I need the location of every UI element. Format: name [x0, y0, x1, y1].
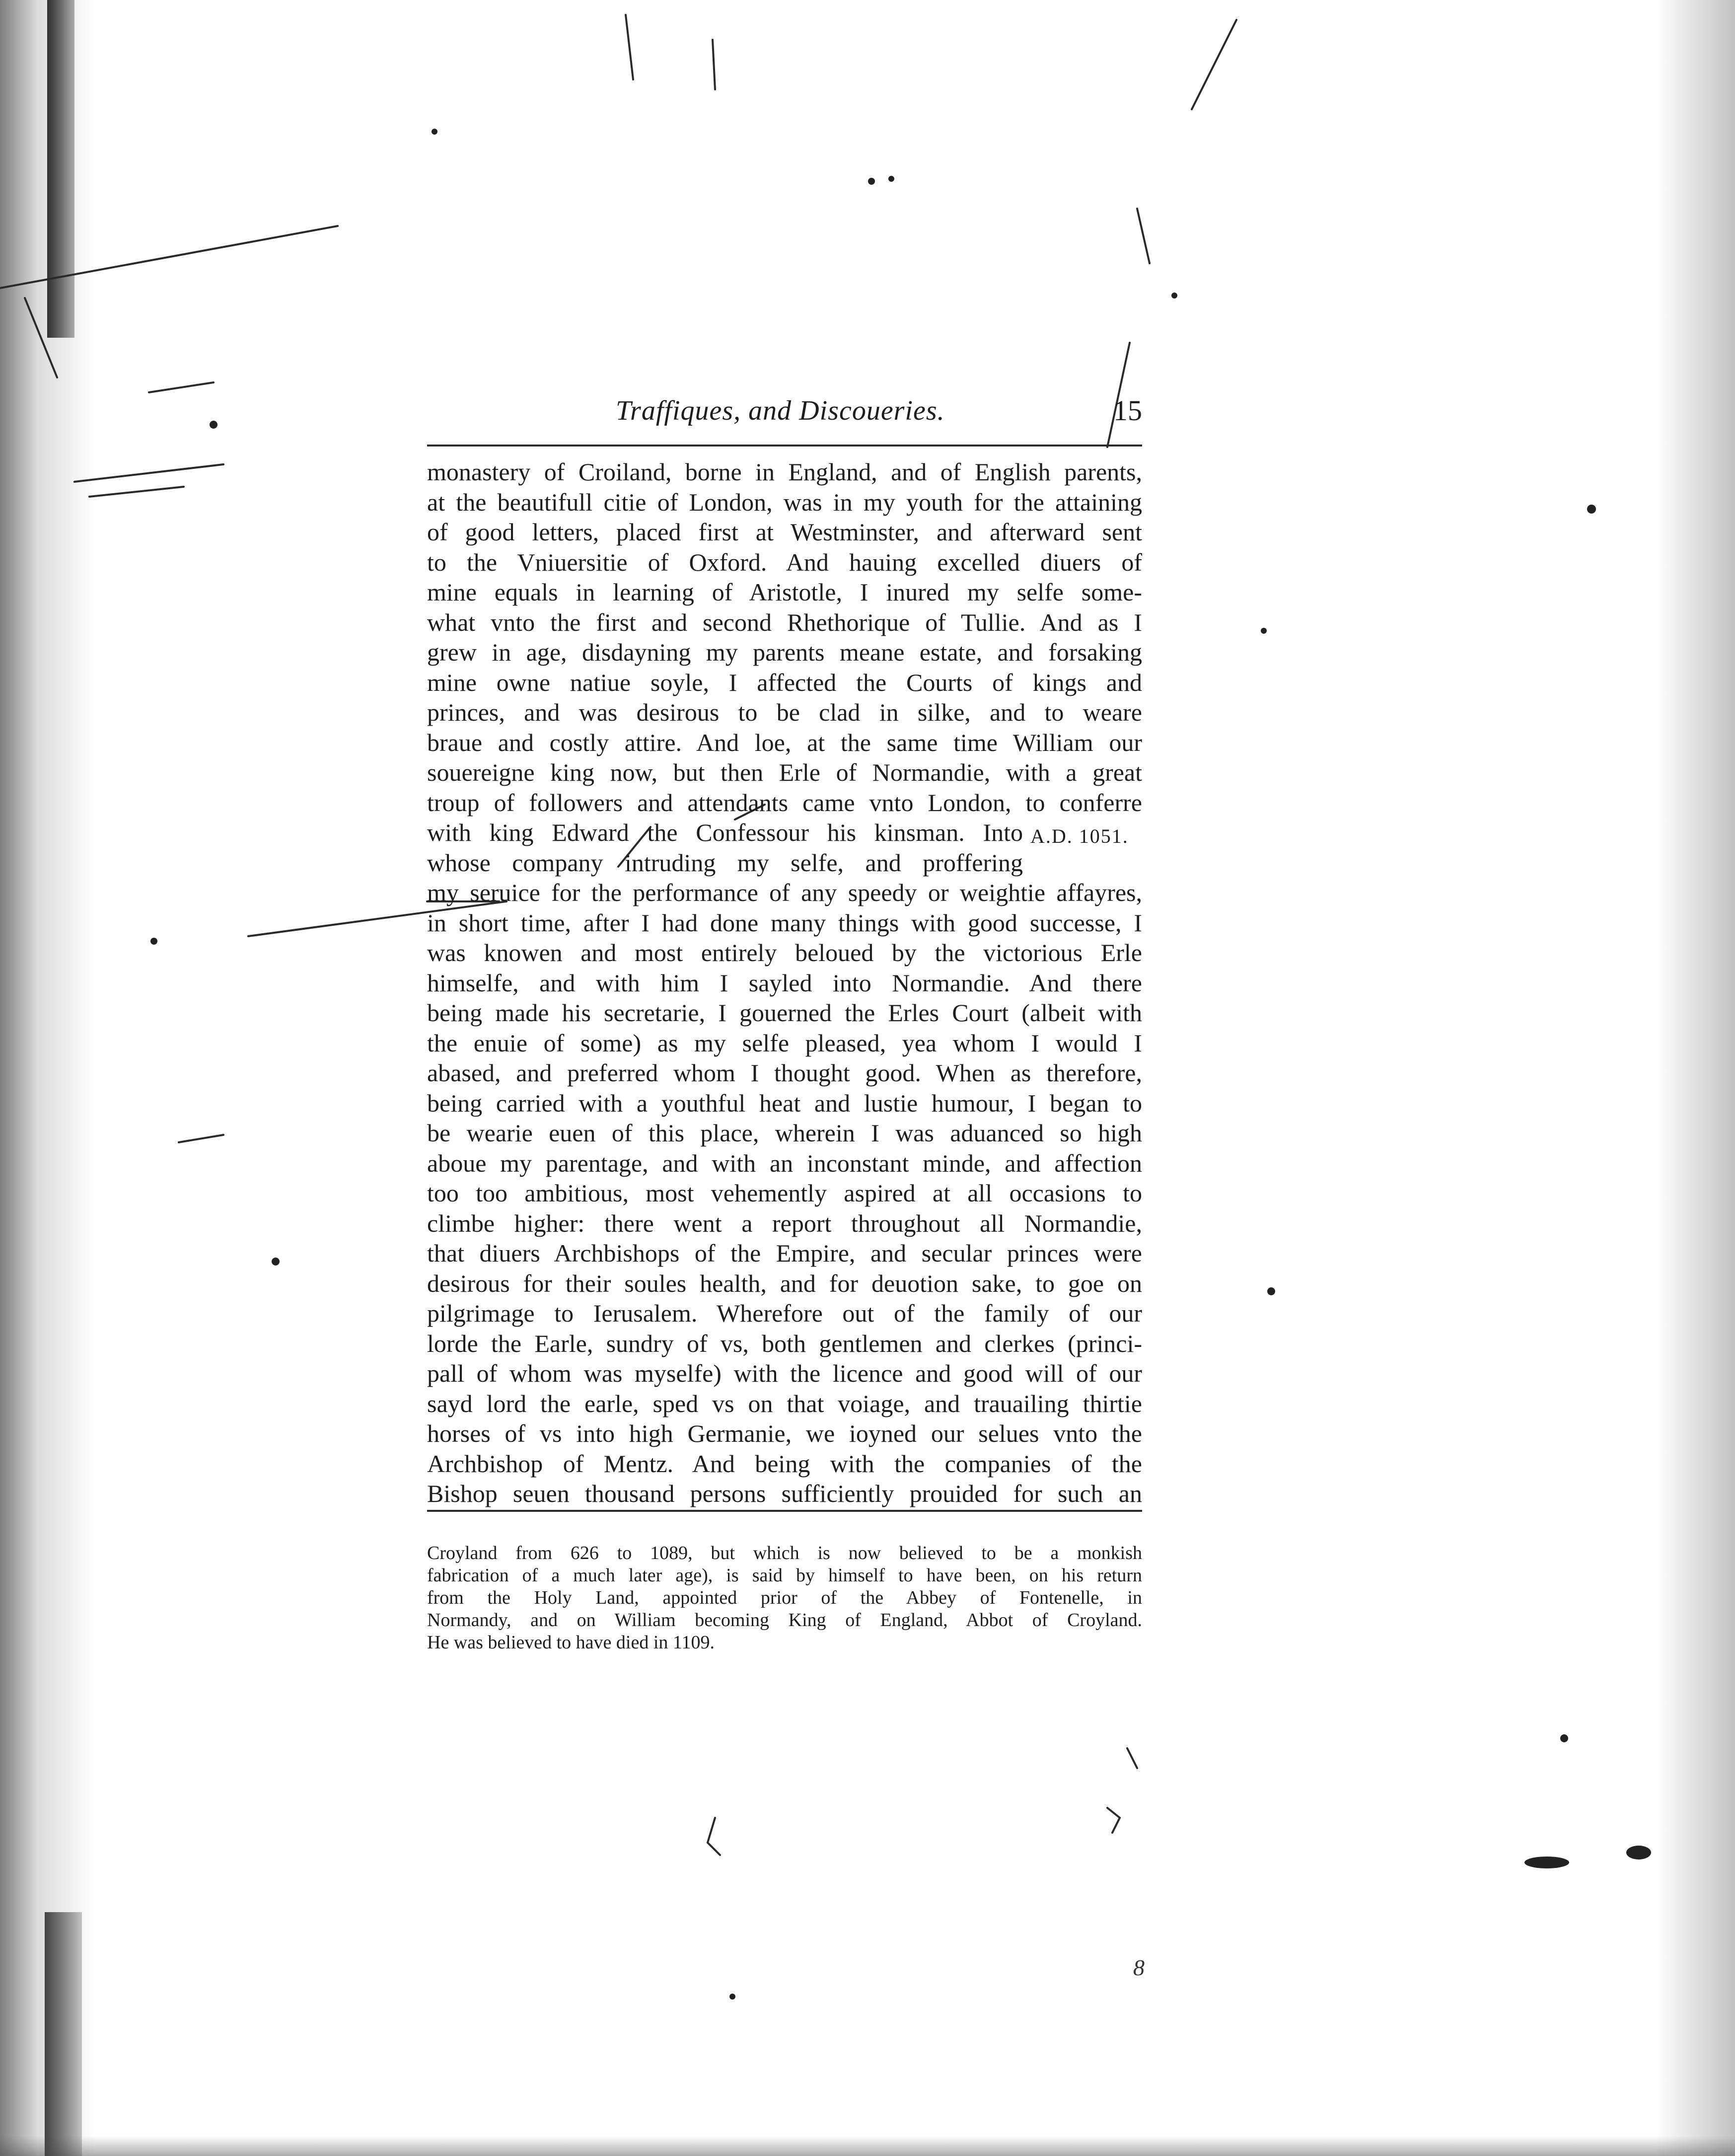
body-line: pilgrimage to Ierusalem. Wherefore out of the family of our	[427, 1299, 1142, 1327]
scan-shadow-left-bottom	[45, 1912, 82, 2156]
footnote-line: Croyland from 626 to 1089, but which is now believed to be a monkish	[427, 1543, 1142, 1563]
running-title: Traffiques, and Discoueries.	[616, 395, 945, 426]
body-line: sayd lord the earle, sped vs on that voiage, and trauailing thirtie	[427, 1389, 1142, 1417]
scratch-line	[1192, 20, 1236, 109]
footnote-line: from the Holy Land, appointed prior of the Abbey of Fontenelle, in	[427, 1587, 1142, 1608]
body-line: whose company intruding my selfe, and proffering	[427, 848, 1023, 877]
speck	[210, 421, 217, 429]
scan-shadow-left-top	[47, 0, 74, 338]
body-line: the enuie of some) as my selfe pleased, yea whom I would I	[427, 1029, 1142, 1057]
speck	[1267, 1287, 1275, 1295]
body-line: too too ambitious, most vehemently aspired at all occasions to	[427, 1179, 1142, 1207]
body-line: princes, and was desirous to be clad in silke, and to weare	[427, 698, 1142, 726]
speck	[888, 176, 894, 182]
body-line: was knowen and most entirely beloued by the victorious Erle	[427, 939, 1142, 966]
body-line: being made his secretarie, I gouerned the Erles Court (albeit with	[427, 999, 1142, 1027]
speck	[729, 1994, 735, 2000]
footnote	[427, 1542, 1142, 1654]
body-line: abased, and preferred whom I thought good. When as therefore,	[427, 1059, 1142, 1087]
corner-mark: 8	[1133, 1955, 1145, 1980]
scratch-line	[74, 464, 223, 482]
body-text	[427, 457, 1142, 1509]
body-line: to the Vniuersitie of Oxford. And hauing excelled diuers of	[427, 548, 1142, 576]
body-line: Bishop seuen thousand persons sufficiently prouided for such an	[427, 1480, 1142, 1507]
body-line: be wearie euen of this place, wherein I was aduanced so high	[427, 1119, 1142, 1147]
page-number: 15	[1113, 394, 1142, 427]
margin-note: A.D. 1051.	[1030, 825, 1129, 847]
body-line: desirous for their soules health, and for deuotion sake, to goe on	[427, 1269, 1142, 1297]
body-line: souereigne king now, but then Erle of Normandie, with a great	[427, 758, 1142, 786]
body-line: horses of vs into high Germanie, we ioyned our selues vnto the	[427, 1419, 1142, 1447]
body-line: lorde the Earle, sundry of vs, both gentlemen and clerkes (princi-	[427, 1329, 1142, 1357]
body-line: mine equals in learning of Aristotle, I inured my selfe some-	[427, 578, 1142, 606]
scratch-line	[713, 40, 715, 89]
body-line: being carried with a youthful heat and lustie humour, I began to	[427, 1089, 1142, 1117]
footnote-line: Normandy, and on William becoming King of England, Abbot of Croyland.	[427, 1610, 1142, 1631]
running-head	[427, 395, 1142, 440]
speck	[272, 1258, 280, 1265]
scratch-line	[626, 15, 633, 79]
body-line: Archbishop of Mentz. And being with the companies of the	[427, 1449, 1142, 1478]
scan-shadow-bottom	[0, 2136, 1735, 2156]
body-line: braue and costly attire. And loe, at the same time William our	[427, 728, 1142, 756]
body-line: my seruice for the performance of any speedy or weightie affayres,	[427, 879, 1142, 906]
scratch-line	[1127, 1748, 1137, 1768]
scratch-line	[1107, 1808, 1120, 1833]
body-line: what vnto the first and second Rhethorique of Tullie. And as I	[427, 608, 1142, 636]
speck	[432, 129, 437, 135]
body-line: himselfe, and with him I sayled into Normandie. And there	[427, 968, 1142, 997]
speck	[1261, 628, 1267, 634]
scratch-line	[1137, 209, 1150, 263]
body-line: grew in age, disdayning my parents meane estate, and forsaking	[427, 638, 1142, 666]
scratch-line	[149, 382, 214, 392]
speck	[1524, 1857, 1569, 1868]
scan-shadow-right	[1656, 0, 1735, 2156]
body-line: troup of followers and attendants came vnto London, to conferre	[427, 788, 1142, 817]
speck	[1626, 1846, 1651, 1859]
body-line: in short time, after I had done many things with good successe, I	[427, 908, 1142, 937]
scratch-line	[89, 487, 184, 497]
body-line: of good letters, placed first at Westminster, and afterward sent	[427, 518, 1142, 546]
speck	[868, 178, 875, 185]
body-line: aboue my parentage, and with an inconstant minde, and affection	[427, 1149, 1142, 1177]
body-line: that diuers Archbishops of the Empire, and secular princes were	[427, 1239, 1142, 1267]
body-line: monastery of Croiland, borne in England, and of English parents,	[427, 458, 1142, 486]
footnote-line: fabrication of a much later age), is said by himself to have been, on his return	[427, 1565, 1142, 1586]
body-line: with king Edward the Confessour his kinsman. Into	[427, 818, 1023, 846]
body-line: climbe higher: there went a report throughout all Normandie,	[427, 1209, 1142, 1237]
speck	[1587, 505, 1596, 514]
speck	[1171, 293, 1177, 298]
footnote-line: He was believed to have died in 1109.	[427, 1632, 715, 1653]
speck	[150, 938, 157, 945]
speck	[1560, 1734, 1568, 1742]
body-line: mine owne natiue soyle, I affected the Courts of kings and	[427, 668, 1142, 696]
scratch-line	[179, 1135, 223, 1142]
footnote-rule	[427, 1510, 1142, 1512]
body-line: at the beautifull citie of London, was in my youth for the attaining	[427, 488, 1142, 516]
scratch-line	[708, 1818, 720, 1855]
header-rule	[427, 445, 1142, 446]
body-line: pall of whom was myselfe) with the licence and good will of our	[427, 1359, 1142, 1387]
